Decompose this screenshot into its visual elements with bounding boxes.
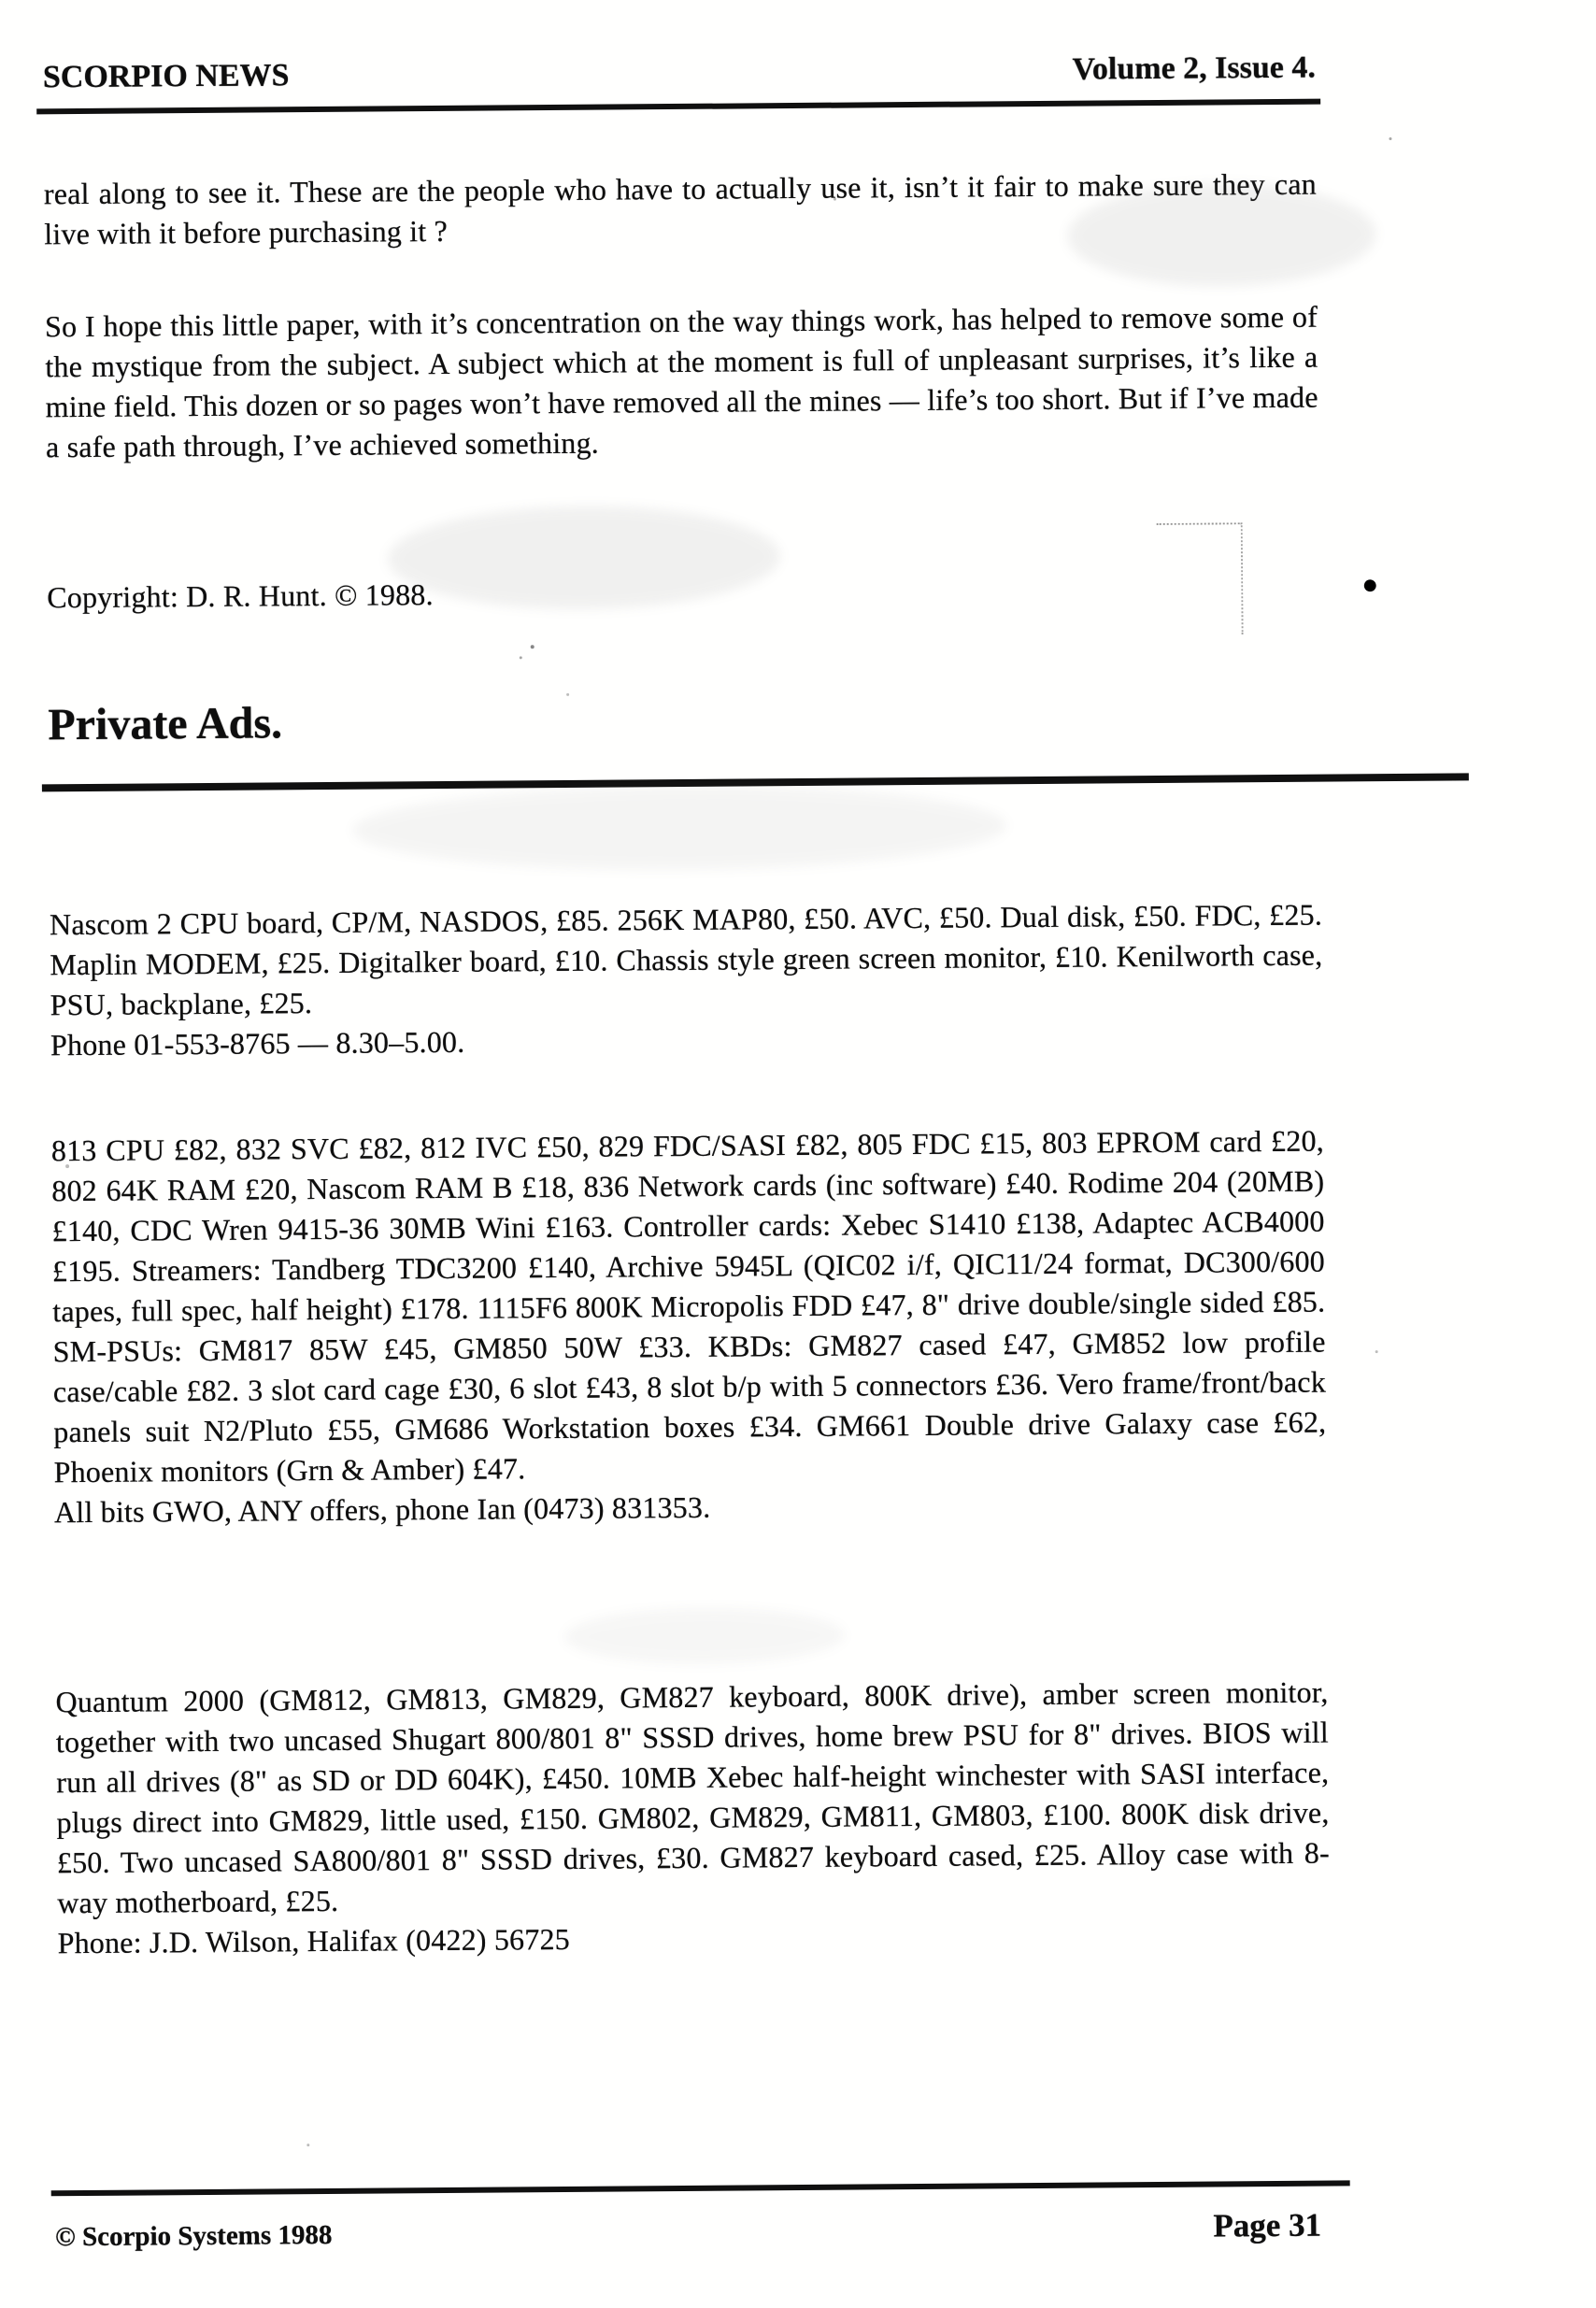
ad-contact: Phone: J.D. Wilson, Halifax (0422) 56725 xyxy=(57,1921,571,1960)
publication-title: SCORPIO NEWS xyxy=(42,58,290,95)
copyright-line: Copyright: D. R. Hunt. © 1988. xyxy=(47,577,434,615)
intro-paragraph-1: real along to see it. These are the people who have to actually use it, isn’t it fair to make sure they can live with it before purchasing it ? xyxy=(43,166,1318,251)
ad-body: Nascom 2 CPU board, CP/M, NASDOS, £85. 256K MAP80, £50. AVC, £50. Dual disk, £50. FDC, £25. Maplin MODEM, £25. Digitalker board, £10. Chassis style green screen monitor, £10. Kenilworth case, PSU, backplane, £25. xyxy=(49,897,1323,1022)
footer-copyright: © Scorpio Systems 1988 xyxy=(54,2219,333,2253)
scan-speck xyxy=(566,693,569,696)
scan-smudge xyxy=(564,1607,845,1665)
private-ad-2 xyxy=(51,1121,1327,1533)
scan-smudge xyxy=(352,783,1007,872)
page-footer xyxy=(55,2207,1321,2255)
ad-contact: All bits GWO, ANY offers, phone Ian (0473) 831353. xyxy=(53,1489,711,1530)
scan-speck xyxy=(1389,137,1391,140)
page-header xyxy=(43,50,1316,96)
scan-speck xyxy=(306,2144,309,2146)
ad-body: Quantum 2000 (GM812, GM813, GM829, GM827 keyboard, 800K drive), amber screen monitor, together with two uncased Shugart 800/801 8" SSSD drives, home brew PSU for 8" drives. BIOS will run all drives (8" as SD or DD 604K), £450. 10MB Xebec half-height winchester with SASI interface, plugs direct into GM829, little used, £150. GM802, GM829, GM811, GM803, £100. 800K disk drive, £50. Two uncased SA800/801 8" SSSD drives, £30. GM827 keyboard cased, £25. Alloy case with 8-way motherboard, £25. xyxy=(55,1674,1331,1920)
ad-contact: Phone 01-553-8765 — 8.30–5.00. xyxy=(50,1024,465,1062)
page-number: Page 31 xyxy=(1213,2206,1322,2244)
scan-speck xyxy=(531,645,534,648)
end-of-article-bullet: ● xyxy=(1361,569,1379,601)
issue-label: Volume 2, Issue 4. xyxy=(1072,50,1317,87)
intro-paragraph-2: So I hope this little paper, with it’s concentration on the way things work, has helped to remove some of the mystique from the subject. A subject which at the moment is full of unpleasant surprises, it’s like a mine field. This dozen or so pages won’t have removed all the mines — life’s too short. But if I’ve made a safe path through, I’ve achieved something. xyxy=(44,299,1318,464)
scan-speck xyxy=(834,198,836,201)
scan-speck xyxy=(1375,1350,1378,1353)
header-rule xyxy=(36,99,1320,115)
section-title: Private Ads. xyxy=(48,698,283,750)
scan-speck xyxy=(520,656,522,659)
ad-body: 813 CPU £82, 832 SVC £82, 812 IVC £50, 829 FDC/SASI £82, 805 FDC £15, 803 EPROM card £20, 802 64K RAM £20, Nascom RAM B £18, 836 Network cards (inc software) £40. Rodime 204 (20MB) £140, CDC Wren 9415-36 30MB Wini £163. Controller cards: Xebec S1410 £138, Adaptec ACB4000 £195. Streamers: Tandberg TDC3200 £140, Archive 5945L (QIC02 i/f, QIC11/24 format, DC300/600 tapes, full spec, half height) £178. 1115F6 800K Micropolis FDD £47, 8" drive double/single sided £85. SM-PSUs: GM817 85W £45, GM850 50W £33. KBDs: GM827 cased £47, GM852 low profile case/cable £82. 3 slot card cage £30, 6 slot £43, 8 slot b/p with 5 connectors £36. Vero frame/front/back panels suit N2/Pluto £55, GM686 Workstation boxes £34. GM661 Double drive Galaxy case £62, Phoenix monitors (Grn & Amber) £47. xyxy=(50,1123,1327,1489)
scan-smudge xyxy=(1067,182,1376,288)
footer-rule xyxy=(51,2180,1350,2196)
scan-artifact-bracket xyxy=(1157,522,1244,635)
private-ad-1 xyxy=(50,895,1323,1066)
scan-speck xyxy=(65,1164,69,1168)
private-ad-3 xyxy=(55,1673,1330,1964)
